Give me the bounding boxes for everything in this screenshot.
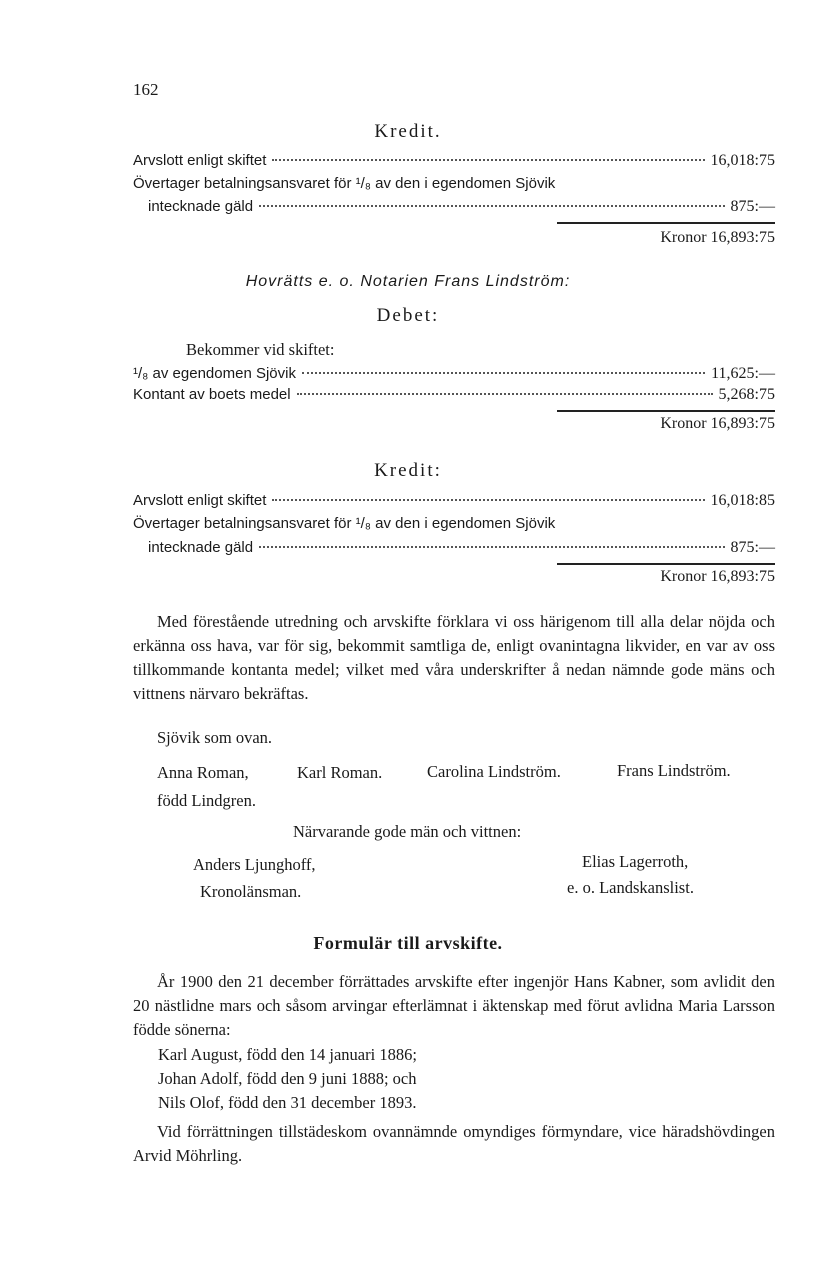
signature-frans: Frans Lindström. bbox=[617, 761, 731, 780]
ledger-amount: 16,018:75 bbox=[710, 152, 775, 169]
debet-intro: Bekommer vid skiftet: bbox=[186, 340, 335, 359]
kredit-heading-1: Kredit. bbox=[374, 121, 442, 142]
formular-intro: År 1900 den 21 december förrättades arvskifte efter ingenjör Hans Kabner, som avlidit den 20 nästlidne mars och såsom arvingar efterlämnat i äktenskap med förut avlidna Maria Larsson födde sönerna: bbox=[133, 972, 775, 1039]
sum-rule bbox=[557, 222, 775, 224]
place-line: Sjövik som ovan. bbox=[157, 728, 273, 747]
signature-anna-born: född Lindgren. bbox=[157, 791, 256, 810]
witness-right-name: Elias Lagerroth, bbox=[582, 852, 689, 871]
ledger-label: Kontant av boets medel bbox=[133, 386, 291, 403]
ledger-amount: 875:— bbox=[730, 539, 775, 556]
ledger-label: intecknade gäld bbox=[148, 539, 254, 556]
ledger-label: Övertager betalningsansvaret för ¹/₈ av den i egendomen Sjövik bbox=[133, 515, 556, 532]
leader-dots bbox=[272, 159, 704, 161]
ledger-label: Övertager betalningsansvaret för ¹/₈ av den i egendomen Sjövik bbox=[133, 175, 556, 192]
kredit-heading-2: Kredit: bbox=[374, 460, 442, 481]
ledger-row bbox=[133, 175, 775, 195]
ledger-row bbox=[148, 198, 775, 218]
ledger-label: intecknade gäld bbox=[148, 198, 254, 215]
formular-heading: Formulär till arvskifte. bbox=[313, 933, 503, 953]
page-number: 162 bbox=[133, 80, 159, 99]
leader-dots bbox=[302, 372, 705, 374]
sum-rule bbox=[557, 410, 775, 412]
sum-rule bbox=[557, 563, 775, 565]
declaration-paragraph: Med förestående utredning och arvskifte förklara vi oss härigenom till alla delar nöjda och erkänna oss hava, var för sig, bekommit samtliga de, enligt ovanintagna likvider, en var av oss tillkommande kontanta medel; vilket med våra underskrifter å nedan nämnde gode mäns och vittnens närvaro bekräftas. bbox=[133, 612, 775, 703]
ledger-row bbox=[133, 492, 775, 512]
ledger-row bbox=[133, 386, 775, 406]
ledger-label: Arvslott enligt skiftet bbox=[133, 492, 267, 509]
son-item: Johan Adolf, född den 9 juni 1888; och bbox=[158, 1069, 417, 1088]
ledger-row bbox=[133, 152, 775, 172]
witnesses-heading: Närvarande gode män och vittnen: bbox=[293, 822, 522, 841]
signature-carolina: Carolina Lindström. bbox=[427, 762, 561, 781]
notary-heading: Hovrätts e. o. Notarien Frans Lindström: bbox=[245, 273, 571, 290]
ledger-total: Kronor 16,893:75 bbox=[660, 568, 775, 585]
ledger-row bbox=[133, 515, 775, 535]
witness-right-title: e. o. Landskanslist. bbox=[567, 878, 694, 897]
closing-paragraph: Vid förrättningen tillstädeskom ovannämnde omyndiges förmyndare, vice häradshövdingen Arvid Möhrling. bbox=[133, 1122, 775, 1165]
ledger-label: Arvslott enligt skiftet bbox=[133, 152, 267, 169]
leader-dots bbox=[259, 205, 724, 207]
signature-karl: Karl Roman. bbox=[297, 763, 383, 782]
ledger-amount: 875:— bbox=[730, 198, 775, 215]
witness-left-title: Kronolänsman. bbox=[200, 882, 302, 901]
son-item: Nils Olof, född den 31 december 1893. bbox=[158, 1093, 417, 1112]
leader-dots bbox=[272, 499, 704, 501]
ledger-row bbox=[148, 539, 775, 559]
ledger-total: Kronor 16,893:75 bbox=[660, 415, 775, 432]
ledger-amount: 5,268:75 bbox=[718, 386, 775, 403]
debet-heading: Debet: bbox=[376, 305, 440, 326]
signature-anna: Anna Roman, bbox=[157, 763, 249, 782]
leader-dots bbox=[297, 393, 713, 395]
ledger-total: Kronor 16,893:75 bbox=[660, 229, 775, 246]
leader-dots bbox=[259, 546, 724, 548]
ledger-row bbox=[133, 365, 775, 385]
witness-left-name: Anders Ljunghoff, bbox=[193, 855, 316, 874]
ledger-amount: 16,018:85 bbox=[710, 492, 775, 509]
ledger-label: ¹/₈ av egendomen Sjövik bbox=[133, 365, 296, 382]
son-item: Karl August, född den 14 januari 1886; bbox=[158, 1045, 417, 1064]
ledger-amount: 11,625:— bbox=[711, 365, 775, 382]
